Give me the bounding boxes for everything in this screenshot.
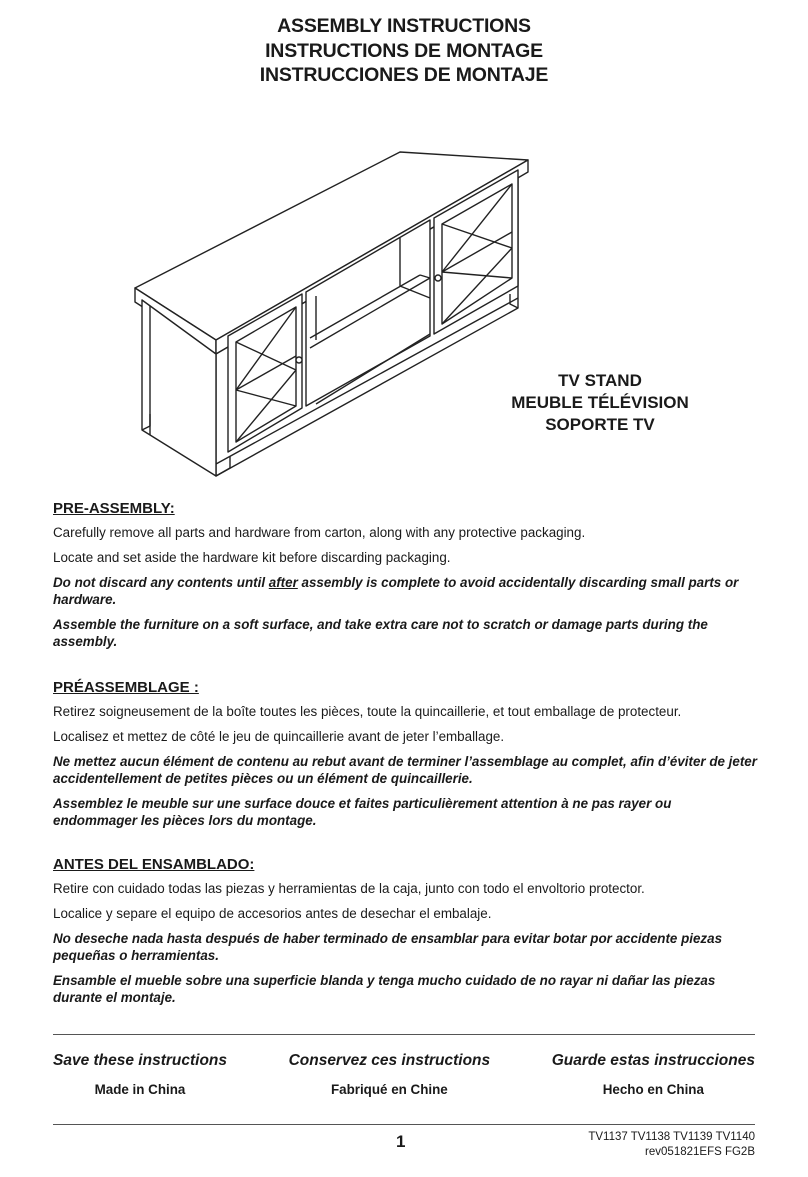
warning-text: Do not discard any contents until xyxy=(53,575,269,590)
footer-columns xyxy=(53,1052,755,1097)
paragraph: Retirez soigneusement de la boîte toutes les pièces, toute la quincaillerie, et tout emballage de protecteur. xyxy=(53,704,682,719)
product-name xyxy=(470,370,730,436)
save-instructions-note: Conservez ces instructions xyxy=(288,1052,491,1069)
warning-paragraph: No deseche nada hasta después de haber terminado de ensamblar para evitar botar por accidente piezas pequeñas o herramientas. xyxy=(53,931,723,963)
warning-text: assembly is complete to avoid accidentally discarding small parts or hardware. xyxy=(53,575,739,607)
emphasis-word: after xyxy=(268,575,298,590)
warning-paragraph: Ne mettez aucun élément de contenu au rebut avant de terminer l’assemblage au complet, afin d’éviter de jeter accidentellement de petites pièces ou un élément de quincaillerie. xyxy=(53,754,757,786)
section-heading: ANTES DEL ENSAMBLADO: xyxy=(53,856,255,873)
made-in-label: Made in China xyxy=(94,1082,186,1097)
product-name-french: MEUBLE TÉLÉVISION xyxy=(511,393,689,412)
page-number: 1 xyxy=(396,1132,406,1151)
footer-column-spanish xyxy=(552,1052,755,1097)
paragraph: Localice y separe el equipo de accesorios antes de desechar el embalaje. xyxy=(53,906,492,921)
warning-paragraph: Assemble the furniture on a soft surface, and take extra care not to scratch or damage parts during the assembly. xyxy=(53,617,708,649)
save-instructions-note: Save these instructions xyxy=(53,1052,228,1069)
footer-column-english xyxy=(53,1052,227,1097)
model-codes xyxy=(588,1130,755,1160)
section-heading: PRE-ASSEMBLY: xyxy=(53,500,175,517)
section-english xyxy=(53,500,758,658)
warning-paragraph xyxy=(53,574,758,608)
paragraph: Localisez et mettez de côté le jeu de quincaillerie avant de jeter l’emballage. xyxy=(53,729,505,744)
section-heading: PRÉASSEMBLAGE : xyxy=(53,679,199,696)
made-in-label: Fabriqué en Chine xyxy=(330,1082,448,1097)
product-name-spanish: SOPORTE TV xyxy=(545,415,655,434)
title-french: INSTRUCTIONS DE MONTAGE xyxy=(265,39,543,62)
document-title xyxy=(0,14,808,88)
model-number-list: TV1137 TV1138 TV1139 TV1140 xyxy=(588,1131,755,1143)
paragraph: Locate and set aside the hardware kit before discarding packaging. xyxy=(53,550,451,565)
section-french xyxy=(53,679,758,837)
title-spanish: INSTRUCCIONES DE MONTAJE xyxy=(259,64,549,86)
warning-paragraph: Assemblez le meuble sur une surface douce et faites particulièrement attention à ne pas rayer ou endommager les pièces lors du montage. xyxy=(53,796,672,828)
warning-paragraph: Ensamble el mueble sobre una superficie blanda y tenga mucho cuidado de no rayar ni dañar las piezas durante el montaje. xyxy=(53,973,716,1005)
footer-divider xyxy=(53,1034,755,1035)
revision-code: rev051821EFS FG2B xyxy=(645,1146,755,1158)
title-english: ASSEMBLY INSTRUCTIONS xyxy=(277,15,531,37)
paragraph: Carefully remove all parts and hardware from carton, along with any protective packaging. xyxy=(53,525,586,540)
bottom-divider xyxy=(53,1124,755,1125)
made-in-label: Hecho en China xyxy=(602,1082,704,1097)
paragraph: Retire con cuidado todas las piezas y herramientas de la caja, junto con todo el envoltorio protector. xyxy=(53,881,645,896)
footer-column-french xyxy=(289,1052,491,1097)
save-instructions-note: Guarde estas instrucciones xyxy=(551,1052,755,1069)
section-spanish xyxy=(53,856,758,1014)
product-name-english: TV STAND xyxy=(558,371,642,390)
